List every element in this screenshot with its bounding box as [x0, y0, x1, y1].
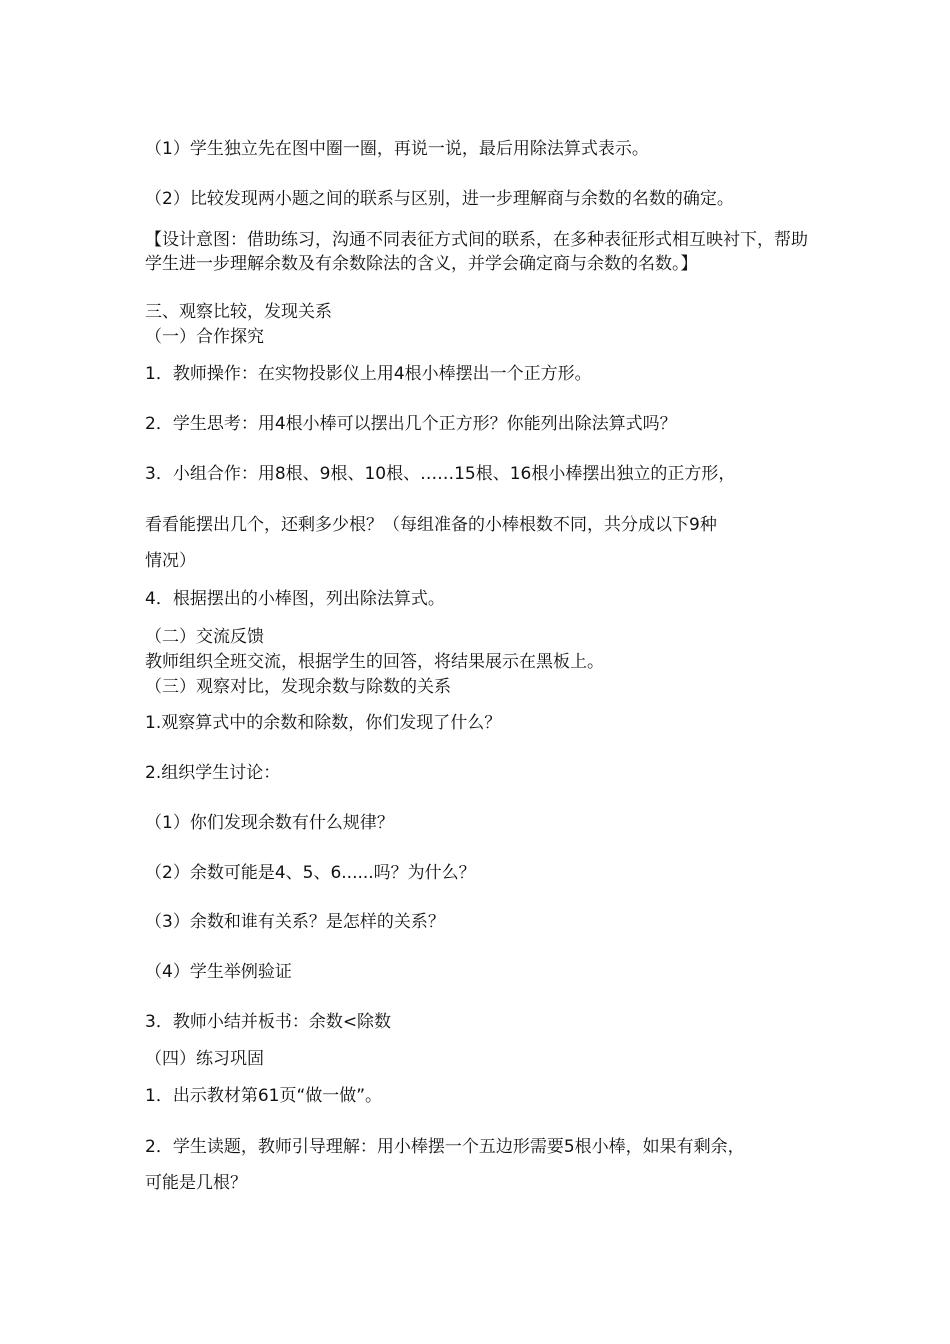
text-line: 可能是几根？: [145, 1173, 247, 1193]
text-line: （3）余数和谁有关系？是怎样的关系？: [145, 912, 445, 932]
text-line: 1．教师操作：在实物投影仪上用4根小棒摆出一个正方形。: [145, 364, 592, 384]
text-line: 2.组织学生讨论：: [145, 763, 281, 783]
text-line: 4．根据摆出的小棒图，列出除法算式。: [145, 589, 445, 609]
text-line: 1．出示教材第61页“做一做”。: [145, 1086, 383, 1106]
subsection-heading: （一）合作探究: [145, 327, 264, 347]
text-line: 看看能摆出几个，还剩多少根？（每组准备的小棒根数不同，共分成以下9种: [145, 515, 717, 535]
subsection-heading: （三）观察对比，发现余数与除数的关系: [145, 677, 451, 697]
text-line: （2）余数可能是4、5、6......吗？为什么？: [145, 863, 476, 883]
subsection-heading: （四）练习巩固: [145, 1049, 264, 1069]
design-intent-paragraph: 【设计意图：借助练习，沟通不同表征方式间的联系，在多种表征形式相互映衬下，帮助学生进一步理解余数及有余数除法的含义，并学会确定商与余数的名数。】: [145, 230, 808, 274]
text-line: 情况）: [145, 551, 196, 571]
text-line: 教师组织全班交流，根据学生的回答，将结果展示在黑板上。: [145, 652, 604, 672]
subsection-heading: （二）交流反馈: [145, 627, 264, 647]
text-line: 3．小组合作：用8根、9根、10根、……15根、16根小棒摆出独立的正方形，: [145, 464, 736, 484]
text-line: （4）学生举例验证: [145, 962, 292, 982]
text-line: 3．教师小结并板书：余数<除数: [145, 1012, 392, 1032]
text-line: （1）你们发现余数有什么规律？: [145, 813, 394, 833]
text-line: 1.观察算式中的余数和除数，你们发现了什么？: [145, 713, 502, 733]
text-line: （1）学生独立先在图中圈一圈，再说一说，最后用除法算式表示。: [145, 139, 649, 159]
text-line: 2．学生读题，教师引导理解：用小棒摆一个五边形需要5根小棒，如果有剩余，: [145, 1137, 745, 1157]
text-line: 2．学生思考：用4根小棒可以摆出几个正方形？你能列出除法算式吗？: [145, 414, 677, 434]
section-heading: 三、观察比较，发现关系: [145, 302, 332, 322]
text-line: （2）比较发现两小题之间的联系与区别，进一步理解商与余数的名数的确定。: [145, 189, 734, 209]
